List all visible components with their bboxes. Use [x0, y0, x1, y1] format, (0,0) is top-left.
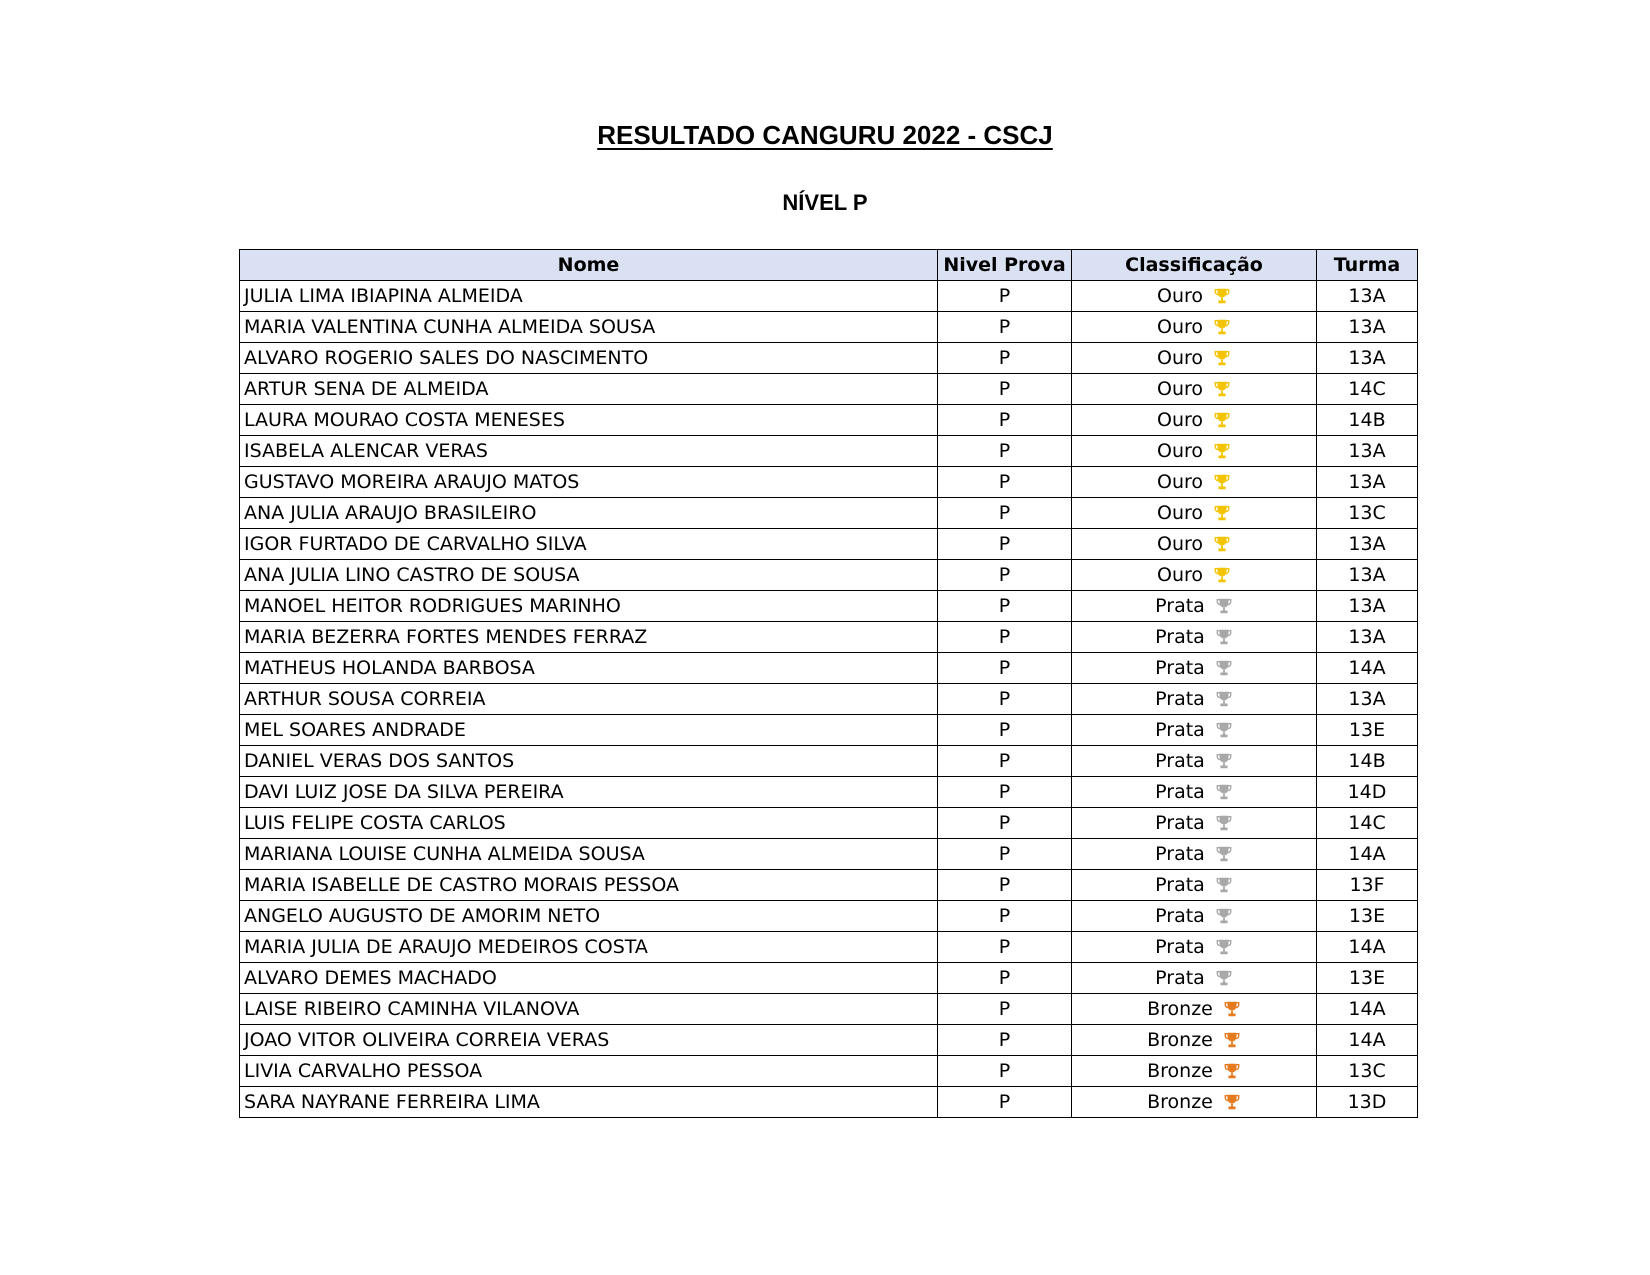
classificacao-label: Prata: [1155, 750, 1205, 772]
cell-turma: 13E: [1317, 901, 1418, 932]
classificacao-label: Prata: [1155, 874, 1205, 896]
cell-turma: 14D: [1317, 777, 1418, 808]
classificacao-label: Bronze: [1147, 1060, 1213, 1082]
classificacao-label: Ouro: [1156, 471, 1203, 493]
cell-turma: 13C: [1317, 1056, 1418, 1087]
cell-nome: SARA NAYRANE FERREIRA LIMA: [240, 1087, 938, 1118]
cell-nome: ANA JULIA ARAUJO BRASILEIRO: [240, 498, 938, 529]
cell-turma: 13A: [1317, 343, 1418, 374]
classificacao-label: Ouro: [1156, 533, 1203, 555]
cell-classificacao: [1072, 281, 1317, 312]
cell-nivel-prova: P: [938, 436, 1072, 467]
cell-turma: 13E: [1317, 715, 1418, 746]
classificacao-label: Ouro: [1156, 316, 1203, 338]
cell-nome: MANOEL HEITOR RODRIGUES MARINHO: [240, 591, 938, 622]
cell-turma: 14A: [1317, 1025, 1418, 1056]
cell-classificacao: [1072, 994, 1317, 1025]
cell-nivel-prova: P: [938, 777, 1072, 808]
cell-nome: ARTUR SENA DE ALMEIDA: [240, 374, 938, 405]
cell-turma: 13D: [1317, 1087, 1418, 1118]
trophy-icon: [1215, 907, 1233, 925]
cell-nivel-prova: P: [938, 901, 1072, 932]
cell-nivel-prova: P: [938, 870, 1072, 901]
trophy-icon: [1215, 969, 1233, 987]
cell-nivel-prova: P: [938, 529, 1072, 560]
classificacao-label: Bronze: [1147, 1091, 1213, 1113]
cell-nivel-prova: P: [938, 498, 1072, 529]
cell-nivel-prova: P: [938, 405, 1072, 436]
trophy-icon: [1215, 628, 1233, 646]
classificacao-label: Bronze: [1147, 998, 1213, 1020]
cell-nivel-prova: P: [938, 1087, 1072, 1118]
table-row: [240, 932, 1418, 963]
classificacao-label: Ouro: [1156, 347, 1203, 369]
trophy-icon: [1223, 1000, 1241, 1018]
trophy-icon: [1213, 473, 1231, 491]
cell-nome: ISABELA ALENCAR VERAS: [240, 436, 938, 467]
cell-nome: LAISE RIBEIRO CAMINHA VILANOVA: [240, 994, 938, 1025]
table-row: [240, 870, 1418, 901]
table-row: [240, 1056, 1418, 1087]
classificacao-label: Ouro: [1156, 564, 1203, 586]
table-row: [240, 529, 1418, 560]
cell-nivel-prova: P: [938, 653, 1072, 684]
trophy-icon: [1215, 721, 1233, 739]
trophy-icon: [1215, 597, 1233, 615]
cell-classificacao: [1072, 1025, 1317, 1056]
classificacao-label: Bronze: [1147, 1029, 1213, 1051]
table-row: [240, 343, 1418, 374]
cell-classificacao: [1072, 746, 1317, 777]
cell-nivel-prova: P: [938, 281, 1072, 312]
table-row: [240, 808, 1418, 839]
cell-nome: ANGELO AUGUSTO DE AMORIM NETO: [240, 901, 938, 932]
cell-nivel-prova: P: [938, 312, 1072, 343]
table-row: [240, 622, 1418, 653]
cell-nivel-prova: P: [938, 343, 1072, 374]
trophy-icon: [1215, 752, 1233, 770]
cell-turma: 13E: [1317, 963, 1418, 994]
classificacao-label: Ouro: [1156, 285, 1203, 307]
table-row: [240, 498, 1418, 529]
cell-turma: 14A: [1317, 839, 1418, 870]
cell-nome: IGOR FURTADO DE CARVALHO SILVA: [240, 529, 938, 560]
classificacao-label: Prata: [1155, 688, 1205, 710]
column-header-classificacao: Classificação: [1072, 250, 1317, 281]
cell-nome: MARIA BEZERRA FORTES MENDES FERRAZ: [240, 622, 938, 653]
cell-turma: 13A: [1317, 312, 1418, 343]
results-table: [239, 249, 1418, 1118]
trophy-icon: [1215, 783, 1233, 801]
cell-classificacao: [1072, 436, 1317, 467]
trophy-icon: [1213, 504, 1231, 522]
cell-classificacao: [1072, 591, 1317, 622]
table-row: [240, 746, 1418, 777]
trophy-icon: [1223, 1062, 1241, 1080]
cell-classificacao: [1072, 932, 1317, 963]
cell-nome: ANA JULIA LINO CASTRO DE SOUSA: [240, 560, 938, 591]
classificacao-label: Prata: [1155, 719, 1205, 741]
table-row: [240, 994, 1418, 1025]
cell-nivel-prova: P: [938, 684, 1072, 715]
cell-nome: LAURA MOURAO COSTA MENESES: [240, 405, 938, 436]
cell-turma: 14B: [1317, 405, 1418, 436]
trophy-icon: [1213, 318, 1231, 336]
classificacao-label: Prata: [1155, 595, 1205, 617]
cell-nome: LIVIA CARVALHO PESSOA: [240, 1056, 938, 1087]
table-row: [240, 715, 1418, 746]
trophy-icon: [1223, 1031, 1241, 1049]
cell-classificacao: [1072, 839, 1317, 870]
page-title: RESULTADO CANGURU 2022 - CSCJ: [597, 120, 1053, 150]
trophy-icon: [1213, 566, 1231, 584]
cell-classificacao: [1072, 777, 1317, 808]
cell-turma: 13C: [1317, 498, 1418, 529]
table-header-row: [240, 250, 1418, 281]
cell-classificacao: [1072, 901, 1317, 932]
cell-turma: 14A: [1317, 932, 1418, 963]
cell-turma: 13A: [1317, 591, 1418, 622]
classificacao-label: Prata: [1155, 812, 1205, 834]
column-header-nome: Nome: [240, 250, 938, 281]
cell-nome: ALVARO ROGERIO SALES DO NASCIMENTO: [240, 343, 938, 374]
trophy-icon: [1213, 535, 1231, 553]
cell-classificacao: [1072, 498, 1317, 529]
cell-nivel-prova: P: [938, 746, 1072, 777]
cell-turma: 14A: [1317, 994, 1418, 1025]
table-row: [240, 684, 1418, 715]
table-row: [240, 436, 1418, 467]
trophy-icon: [1215, 690, 1233, 708]
cell-classificacao: [1072, 715, 1317, 746]
column-header-turma: Turma: [1317, 250, 1418, 281]
table-row: [240, 312, 1418, 343]
cell-turma: 13A: [1317, 436, 1418, 467]
cell-turma: 14C: [1317, 808, 1418, 839]
cell-classificacao: [1072, 1056, 1317, 1087]
classificacao-label: Prata: [1155, 781, 1205, 803]
classificacao-label: Ouro: [1156, 378, 1203, 400]
cell-nivel-prova: P: [938, 839, 1072, 870]
table-row: [240, 901, 1418, 932]
cell-nivel-prova: P: [938, 808, 1072, 839]
table-row: [240, 777, 1418, 808]
cell-nome: JULIA LIMA IBIAPINA ALMEIDA: [240, 281, 938, 312]
cell-turma: 13F: [1317, 870, 1418, 901]
classificacao-label: Ouro: [1156, 440, 1203, 462]
classificacao-label: Ouro: [1156, 502, 1203, 524]
cell-nome: ALVARO DEMES MACHADO: [240, 963, 938, 994]
cell-nivel-prova: P: [938, 1025, 1072, 1056]
table-row: [240, 560, 1418, 591]
classificacao-label: Prata: [1155, 905, 1205, 927]
trophy-icon: [1223, 1093, 1241, 1111]
cell-nome: MARIA VALENTINA CUNHA ALMEIDA SOUSA: [240, 312, 938, 343]
trophy-icon: [1213, 349, 1231, 367]
trophy-icon: [1215, 659, 1233, 677]
cell-nome: MEL SOARES ANDRADE: [240, 715, 938, 746]
page-subtitle: NÍVEL P: [782, 190, 868, 215]
cell-classificacao: [1072, 529, 1317, 560]
cell-nivel-prova: P: [938, 994, 1072, 1025]
cell-nome: GUSTAVO MOREIRA ARAUJO MATOS: [240, 467, 938, 498]
trophy-icon: [1215, 845, 1233, 863]
classificacao-label: Prata: [1155, 967, 1205, 989]
cell-turma: 13A: [1317, 281, 1418, 312]
cell-nivel-prova: P: [938, 467, 1072, 498]
cell-turma: 14C: [1317, 374, 1418, 405]
table-row: [240, 467, 1418, 498]
classificacao-label: Prata: [1155, 626, 1205, 648]
cell-classificacao: [1072, 622, 1317, 653]
cell-classificacao: [1072, 870, 1317, 901]
cell-nivel-prova: P: [938, 560, 1072, 591]
cell-turma: 13A: [1317, 467, 1418, 498]
trophy-icon: [1215, 938, 1233, 956]
table-row: [240, 405, 1418, 436]
trophy-icon: [1215, 814, 1233, 832]
cell-nivel-prova: P: [938, 932, 1072, 963]
classificacao-label: Ouro: [1156, 409, 1203, 431]
table-row: [240, 963, 1418, 994]
cell-turma: 13A: [1317, 560, 1418, 591]
cell-classificacao: [1072, 963, 1317, 994]
classificacao-label: Prata: [1155, 843, 1205, 865]
cell-classificacao: [1072, 312, 1317, 343]
table-row: [240, 1087, 1418, 1118]
trophy-icon: [1213, 442, 1231, 460]
classificacao-label: Prata: [1155, 936, 1205, 958]
table-row: [240, 281, 1418, 312]
cell-nivel-prova: P: [938, 374, 1072, 405]
cell-turma: 13A: [1317, 622, 1418, 653]
trophy-icon: [1213, 380, 1231, 398]
cell-classificacao: [1072, 374, 1317, 405]
cell-nome: JOAO VITOR OLIVEIRA CORREIA VERAS: [240, 1025, 938, 1056]
trophy-icon: [1213, 411, 1231, 429]
cell-turma: 13A: [1317, 684, 1418, 715]
cell-classificacao: [1072, 405, 1317, 436]
cell-nivel-prova: P: [938, 715, 1072, 746]
cell-classificacao: [1072, 684, 1317, 715]
cell-nivel-prova: P: [938, 963, 1072, 994]
cell-nome: DANIEL VERAS DOS SANTOS: [240, 746, 938, 777]
table-row: [240, 839, 1418, 870]
table-row: [240, 1025, 1418, 1056]
table-row: [240, 653, 1418, 684]
cell-classificacao: [1072, 560, 1317, 591]
cell-classificacao: [1072, 808, 1317, 839]
trophy-icon: [1213, 287, 1231, 305]
table-row: [240, 591, 1418, 622]
cell-nivel-prova: P: [938, 1056, 1072, 1087]
cell-turma: 14A: [1317, 653, 1418, 684]
cell-nivel-prova: P: [938, 591, 1072, 622]
cell-nome: MARIA JULIA DE ARAUJO MEDEIROS COSTA: [240, 932, 938, 963]
cell-classificacao: [1072, 1087, 1317, 1118]
cell-turma: 13A: [1317, 529, 1418, 560]
cell-classificacao: [1072, 467, 1317, 498]
cell-classificacao: [1072, 343, 1317, 374]
cell-nome: DAVI LUIZ JOSE DA SILVA PEREIRA: [240, 777, 938, 808]
cell-nome: MARIANA LOUISE CUNHA ALMEIDA SOUSA: [240, 839, 938, 870]
cell-nivel-prova: P: [938, 622, 1072, 653]
table-row: [240, 374, 1418, 405]
trophy-icon: [1215, 876, 1233, 894]
classificacao-label: Prata: [1155, 657, 1205, 679]
cell-classificacao: [1072, 653, 1317, 684]
cell-turma: 14B: [1317, 746, 1418, 777]
column-header-nivel-prova: Nivel Prova: [938, 250, 1072, 281]
cell-nome: LUIS FELIPE COSTA CARLOS: [240, 808, 938, 839]
cell-nome: MARIA ISABELLE DE CASTRO MORAIS PESSOA: [240, 870, 938, 901]
cell-nome: ARTHUR SOUSA CORREIA: [240, 684, 938, 715]
cell-nome: MATHEUS HOLANDA BARBOSA: [240, 653, 938, 684]
